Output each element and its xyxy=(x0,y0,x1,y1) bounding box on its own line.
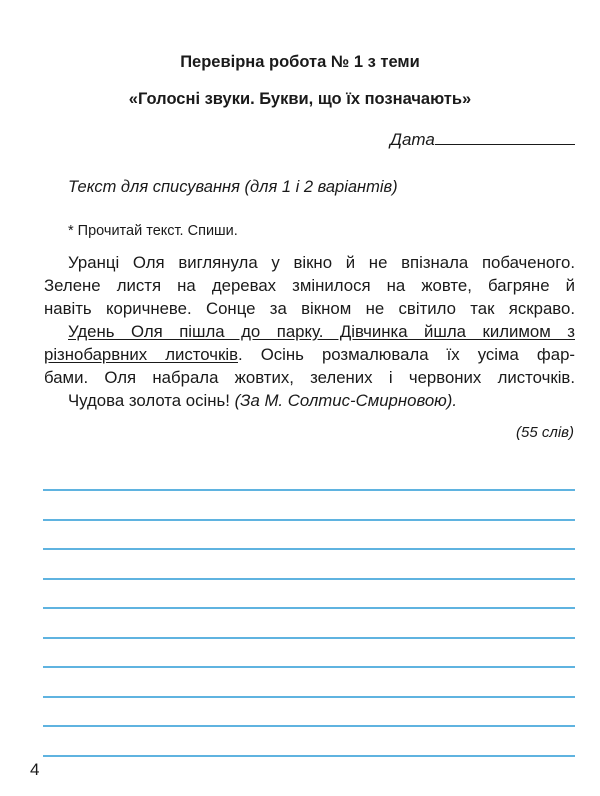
underlined-text: різнобарвних листочків xyxy=(44,345,238,364)
instruction: * Прочитай текст. Спиши. xyxy=(68,223,238,239)
date-label: Дата xyxy=(390,130,435,149)
text-line: бами. Оля набрала жовтих, зелених і червоних листочків. xyxy=(44,368,575,387)
source-citation: (За М. Солтис-Смирновою). xyxy=(234,391,458,410)
writing-line xyxy=(43,519,575,521)
title-line-1: Перевірна робота № 1 з теми xyxy=(180,53,420,71)
text-line: Чудова золота осінь! (За М. Солтис-Смирновою). xyxy=(68,391,458,410)
writing-line xyxy=(43,578,575,580)
writing-line xyxy=(43,607,575,609)
writing-line xyxy=(43,548,575,550)
page-number: 4 xyxy=(30,760,40,779)
writing-line xyxy=(43,666,575,668)
date-field xyxy=(390,128,575,150)
text-line: Уранці Оля виглянула у вікно й не впізнала побаченого. xyxy=(68,253,575,272)
text-line: Зелене листя на деревах змінилося на жовте, багряне й xyxy=(44,276,575,295)
writing-line xyxy=(43,725,575,727)
underlined-text-line: Удень Оля пішла до парку. Дівчинка йшла килимом з xyxy=(68,322,575,341)
text-line: різнобарвних листочків. Осінь розмалювала їх усіма фар- xyxy=(44,345,575,364)
word-count: (55 слів) xyxy=(516,424,574,441)
writing-line xyxy=(43,489,575,491)
section-heading: Текст для списування (для 1 і 2 варіантів) xyxy=(68,178,398,196)
writing-line xyxy=(43,755,575,757)
text-line: навіть коричневе. Сонце за вікном не світило так яскраво. xyxy=(44,299,575,318)
writing-line xyxy=(43,696,575,698)
title-line-2: «Голосні звуки. Букви, що їх позначають» xyxy=(128,90,472,108)
writing-line xyxy=(43,637,575,639)
